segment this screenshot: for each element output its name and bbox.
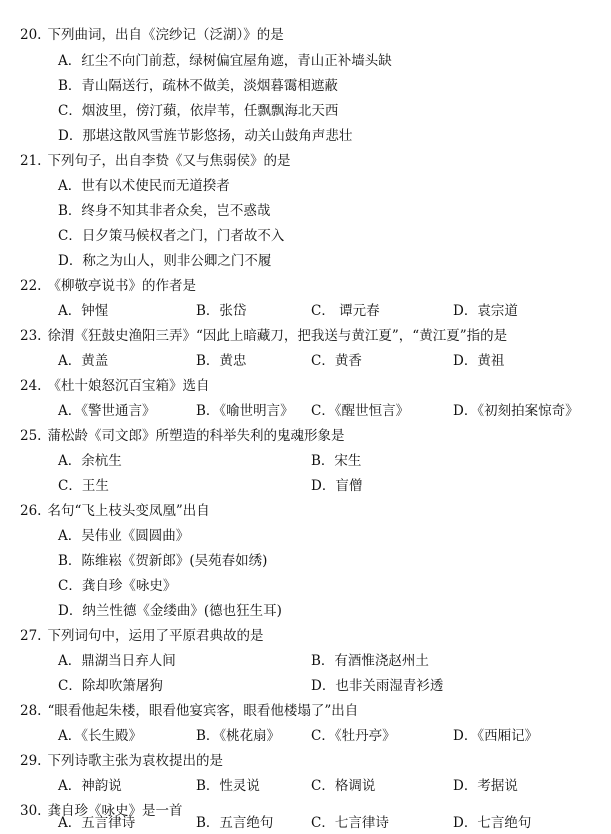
question-number: 26. (20, 503, 42, 519)
option-a: A．黄盖 (58, 353, 109, 369)
option-a: A．五言律诗 (58, 815, 136, 831)
option-b: B．黄忠 (196, 353, 247, 369)
question-number: 21. (20, 153, 42, 169)
question-number: 25. (20, 428, 42, 444)
question-20-stem (20, 24, 284, 46)
option-d: D．《初刻拍案惊奇》 (453, 403, 579, 419)
option-d: D．黄祖 (453, 353, 505, 369)
option-b: B．《喻世明言》 (196, 403, 294, 419)
question-text: 龚自珍《咏史》是一首 (47, 803, 183, 819)
option-c: C．日夕策马候权者之门，门者故不入 (58, 228, 285, 244)
option-c: C．格调说 (311, 778, 376, 794)
option-d: D．纳兰性德《金缕曲》(德也狂生耳) (58, 603, 282, 619)
question-number: 27. (20, 628, 42, 644)
option-b: B．性灵说 (196, 778, 260, 794)
option-a: A．《长生殿》 (58, 728, 142, 744)
question-number: 23. (20, 328, 42, 344)
option-d: D．七言绝句 (453, 815, 532, 831)
option-c: C．龚自珍《咏史》 (58, 578, 177, 594)
option-b: B．有酒惟浇赵州土 (311, 653, 429, 669)
question-number: 20. (20, 27, 42, 43)
option-a: A．余杭生 (58, 453, 122, 469)
option-b: B．张岱 (196, 303, 247, 319)
option-c: C．《牡丹亭》 (311, 728, 396, 744)
option-a: A．鼎湖当日弃人间 (58, 653, 176, 669)
question-26-stem (20, 500, 210, 522)
question-number: 29. (20, 753, 42, 769)
question-text: 徐渭《狂鼓史渔阳三弄》“因此上暗藏刀，把我送与黄江夏”，“黄江夏”指的是 (47, 328, 508, 344)
question-number: 28. (20, 703, 42, 719)
option-c: C．七言律诗 (311, 815, 389, 831)
option-c: C．黄香 (311, 353, 362, 369)
question-text: 《杜十娘怒沉百宝箱》选自 (47, 378, 210, 394)
question-text: 下列诗歌主张为袁枚提出的是 (47, 753, 223, 769)
option-c: C．《醒世恒言》 (311, 403, 410, 419)
option-d: D．盲僧 (311, 478, 363, 494)
question-24-stem (20, 375, 209, 397)
question-25-stem (20, 425, 344, 447)
option-c: C． 谭元春 (311, 303, 380, 319)
option-d: D．称之为山人，则非公卿之门不履 (58, 253, 272, 269)
question-23-stem (20, 325, 507, 347)
option-a: A．神韵说 (58, 778, 122, 794)
option-b: B．青山隔送行，疏林不做美，淡烟暮霭相遮蔽 (58, 78, 338, 94)
question-text: 《柳敬亭说书》的作者是 (47, 278, 196, 294)
option-b: B．《桃花扇》 (196, 728, 281, 744)
option-a: A．世有以术使民而无道揆者 (58, 178, 230, 194)
question-text: 下列句子，出自李贽《又与焦弱侯》的是 (47, 153, 291, 169)
option-d: D．《西厢记》 (453, 728, 539, 744)
question-text: “眼看他起朱楼，眼看他宴宾客，眼看他楼塌了”出自 (47, 703, 359, 719)
option-a: A．《警世通言》 (58, 403, 156, 419)
option-b: B．陈维崧《贺新郎》(吴苑春如绣) (58, 553, 268, 569)
option-d: D．那堪这散风雪旌节影悠扬，动关山鼓角声悲壮 (58, 128, 353, 144)
option-c: C．烟波里，傍汀蘋，依岸苇，任飘飘海北天西 (58, 103, 339, 119)
question-text: 下列词句中，运用了平原君典故的是 (47, 628, 264, 644)
question-number: 24. (20, 378, 42, 394)
option-b: B．终身不知其非者众矣，岂不惑哉 (58, 203, 271, 219)
question-28-stem (20, 700, 358, 722)
question-text: 蒲松龄《司文郎》所塑造的科举失利的鬼魂形象是 (47, 428, 345, 444)
option-b: B．五言绝句 (196, 815, 274, 831)
option-c: C．除却吹箫屠狗 (58, 678, 163, 694)
question-number: 30. (20, 803, 42, 819)
question-21-stem (20, 150, 290, 172)
question-22-stem (20, 275, 196, 297)
question-27-stem (20, 625, 263, 647)
option-a: A．钟惺 (58, 303, 109, 319)
question-text: 名句“飞上枝头变凤凰”出自 (47, 503, 210, 519)
question-text: 下列曲词，出自《浣纱记（泛湖）》的是 (47, 27, 284, 43)
option-c: C．王生 (58, 478, 109, 494)
question-number: 22. (20, 278, 42, 294)
option-a: A．吴伟业《圆圆曲》 (58, 528, 190, 544)
question-29-stem (20, 750, 223, 772)
option-b: B．宋生 (311, 453, 362, 469)
option-d: D．袁宗道 (453, 303, 518, 319)
option-a: A．红尘不向门前惹，绿树偏宜屋角遮，青山正补墙头缺 (58, 53, 392, 69)
option-d: D．考据说 (453, 778, 518, 794)
option-d: D．也非关雨湿青衫透 (311, 678, 444, 694)
